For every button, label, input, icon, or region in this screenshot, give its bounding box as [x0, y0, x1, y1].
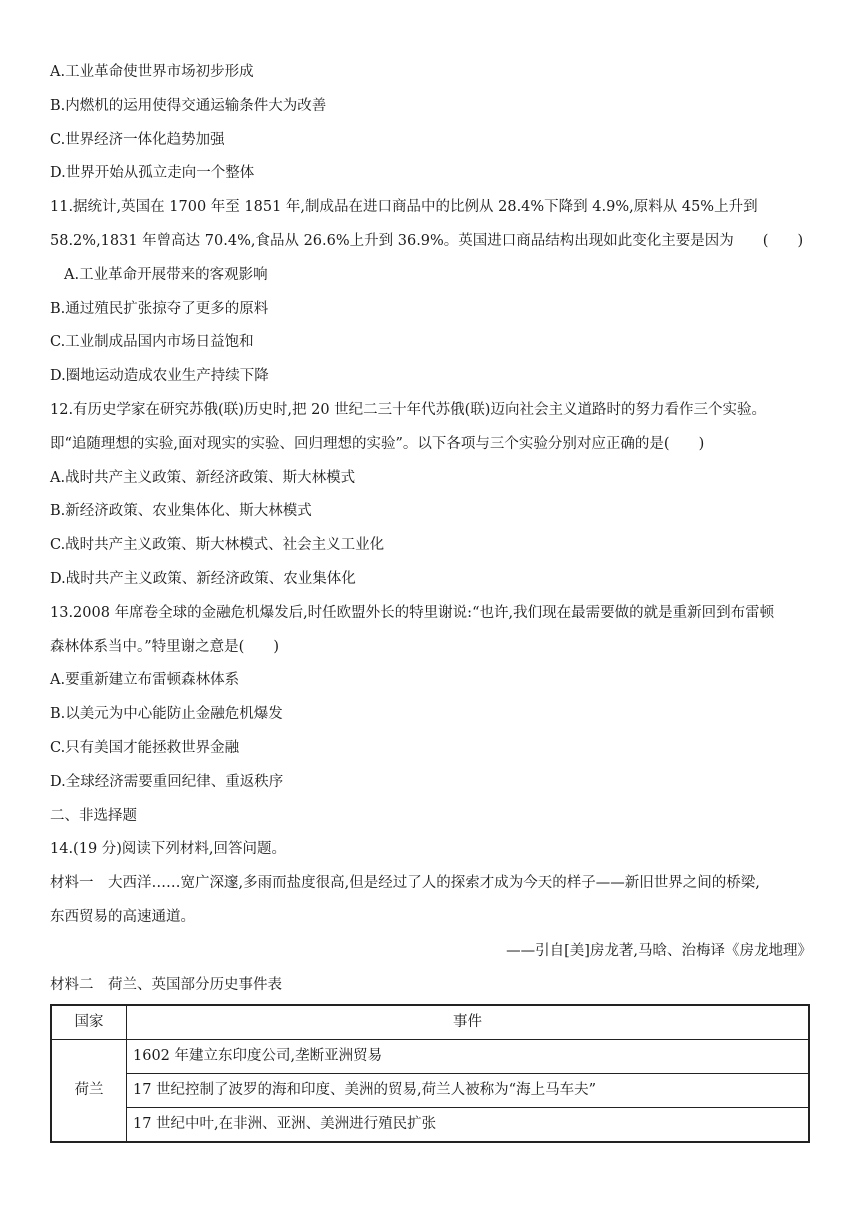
- country-cell: 荷兰: [51, 1040, 127, 1143]
- q13-stem-line1: 13.2008 年席卷全球的金融危机爆发后,时任欧盟外长的特里谢说:“也许,我们现在最需要做的就是重新回到布雷顿: [50, 604, 775, 621]
- q10-option-b: B.内燃机的运用使得交通运输条件大为改善: [50, 97, 327, 114]
- q13-option-d: D.全球经济需要重回纪律、重返秩序: [50, 773, 284, 790]
- q11-stem-line1: 11.据统计,英国在 1700 年至 1851 年,制成品在进口商品中的比例从 28.4%下降到 4.9%,原料从 45%上升到: [50, 199, 758, 216]
- material1-source: ——引自[美]房龙著,马晗、治梅译《房龙地理》: [506, 942, 812, 959]
- q12-option-d: D.战时共产主义政策、新经济政策、农业集体化: [50, 570, 356, 587]
- material2-title: 材料二 荷兰、英国部分历史事件表: [50, 976, 282, 993]
- q11-option-d: D.圈地运动造成农业生产持续下降: [50, 368, 269, 385]
- q13-option-c: C.只有美国才能拯救世界金融: [50, 739, 240, 756]
- q12-stem-line1: 12.有历史学家在研究苏俄(联)历史时,把 20 世纪二三十年代苏俄(联)迈向社会主义道路时的努力看作三个实验。: [50, 401, 766, 418]
- q11-option-c: C.工业制成品国内市场日益饱和: [50, 334, 254, 351]
- q11-option-a: A.工业革命开展带来的客观影响: [64, 266, 268, 283]
- q13-option-b: B.以美元为中心能防止金融危机爆发: [50, 706, 283, 723]
- q10-option-a: A.工业革命使世界市场初步形成: [50, 64, 254, 80]
- section-title: 二、非选择题: [50, 807, 137, 824]
- exam-page: [50, 56, 812, 1143]
- event-cell: 1602 年建立东印度公司,垄断亚洲贸易: [127, 1040, 810, 1074]
- q12-stem-line2: 即“追随理想的实验,面对现实的实验、回归理想的实验”。以下各项与三个实验分别对应正确的是( ): [50, 435, 705, 452]
- material1-line1: 材料一 大西洋……宽广深邃,多雨而盐度很高,但是经过了人的探索才成为今天的样子——新旧世界之间的桥梁,: [50, 875, 760, 892]
- table-row: [51, 1040, 809, 1074]
- q12-option-a: A.战时共产主义政策、新经济政策、斯大林模式: [50, 469, 356, 486]
- event-cell: 17 世纪控制了波罗的海和印度、美洲的贸易,荷兰人被称为“海上马车夫”: [127, 1074, 810, 1108]
- header-event: 事件: [127, 1005, 810, 1040]
- header-country: 国家: [51, 1005, 127, 1040]
- q13-stem-line2: 森林体系当中。”特里谢之意是( ): [50, 638, 279, 655]
- table-row: [51, 1074, 809, 1108]
- q11-option-b: B.通过殖民扩张掠夺了更多的原料: [50, 300, 269, 317]
- q10-option-d: D.世界开始从孤立走向一个整体: [50, 165, 255, 182]
- table-row: [51, 1108, 809, 1143]
- q12-option-b: B.新经济政策、农业集体化、斯大林模式: [50, 503, 312, 520]
- q10-option-c: C.世界经济一体化趋势加强: [50, 131, 225, 148]
- q11-stem-line2: 58.2%,1831 年曾高达 70.4%,食品从 26.6%上升到 36.9%。英国进口商品结构出现如此变化主要是因为 ( ): [50, 232, 804, 249]
- q12-option-c: C.战时共产主义政策、斯大林模式、社会主义工业化: [50, 537, 385, 554]
- event-cell: 17 世纪中叶,在非洲、亚洲、美洲进行殖民扩张: [127, 1108, 810, 1143]
- q13-option-a: A.要重新建立布雷顿森林体系: [50, 672, 240, 689]
- material1-line2: 东西贸易的高速通道。: [50, 908, 195, 925]
- events-table: [50, 1004, 810, 1143]
- table-header-row: [51, 1005, 809, 1040]
- q14-stem: 14.(19 分)阅读下列材料,回答问题。: [50, 841, 287, 858]
